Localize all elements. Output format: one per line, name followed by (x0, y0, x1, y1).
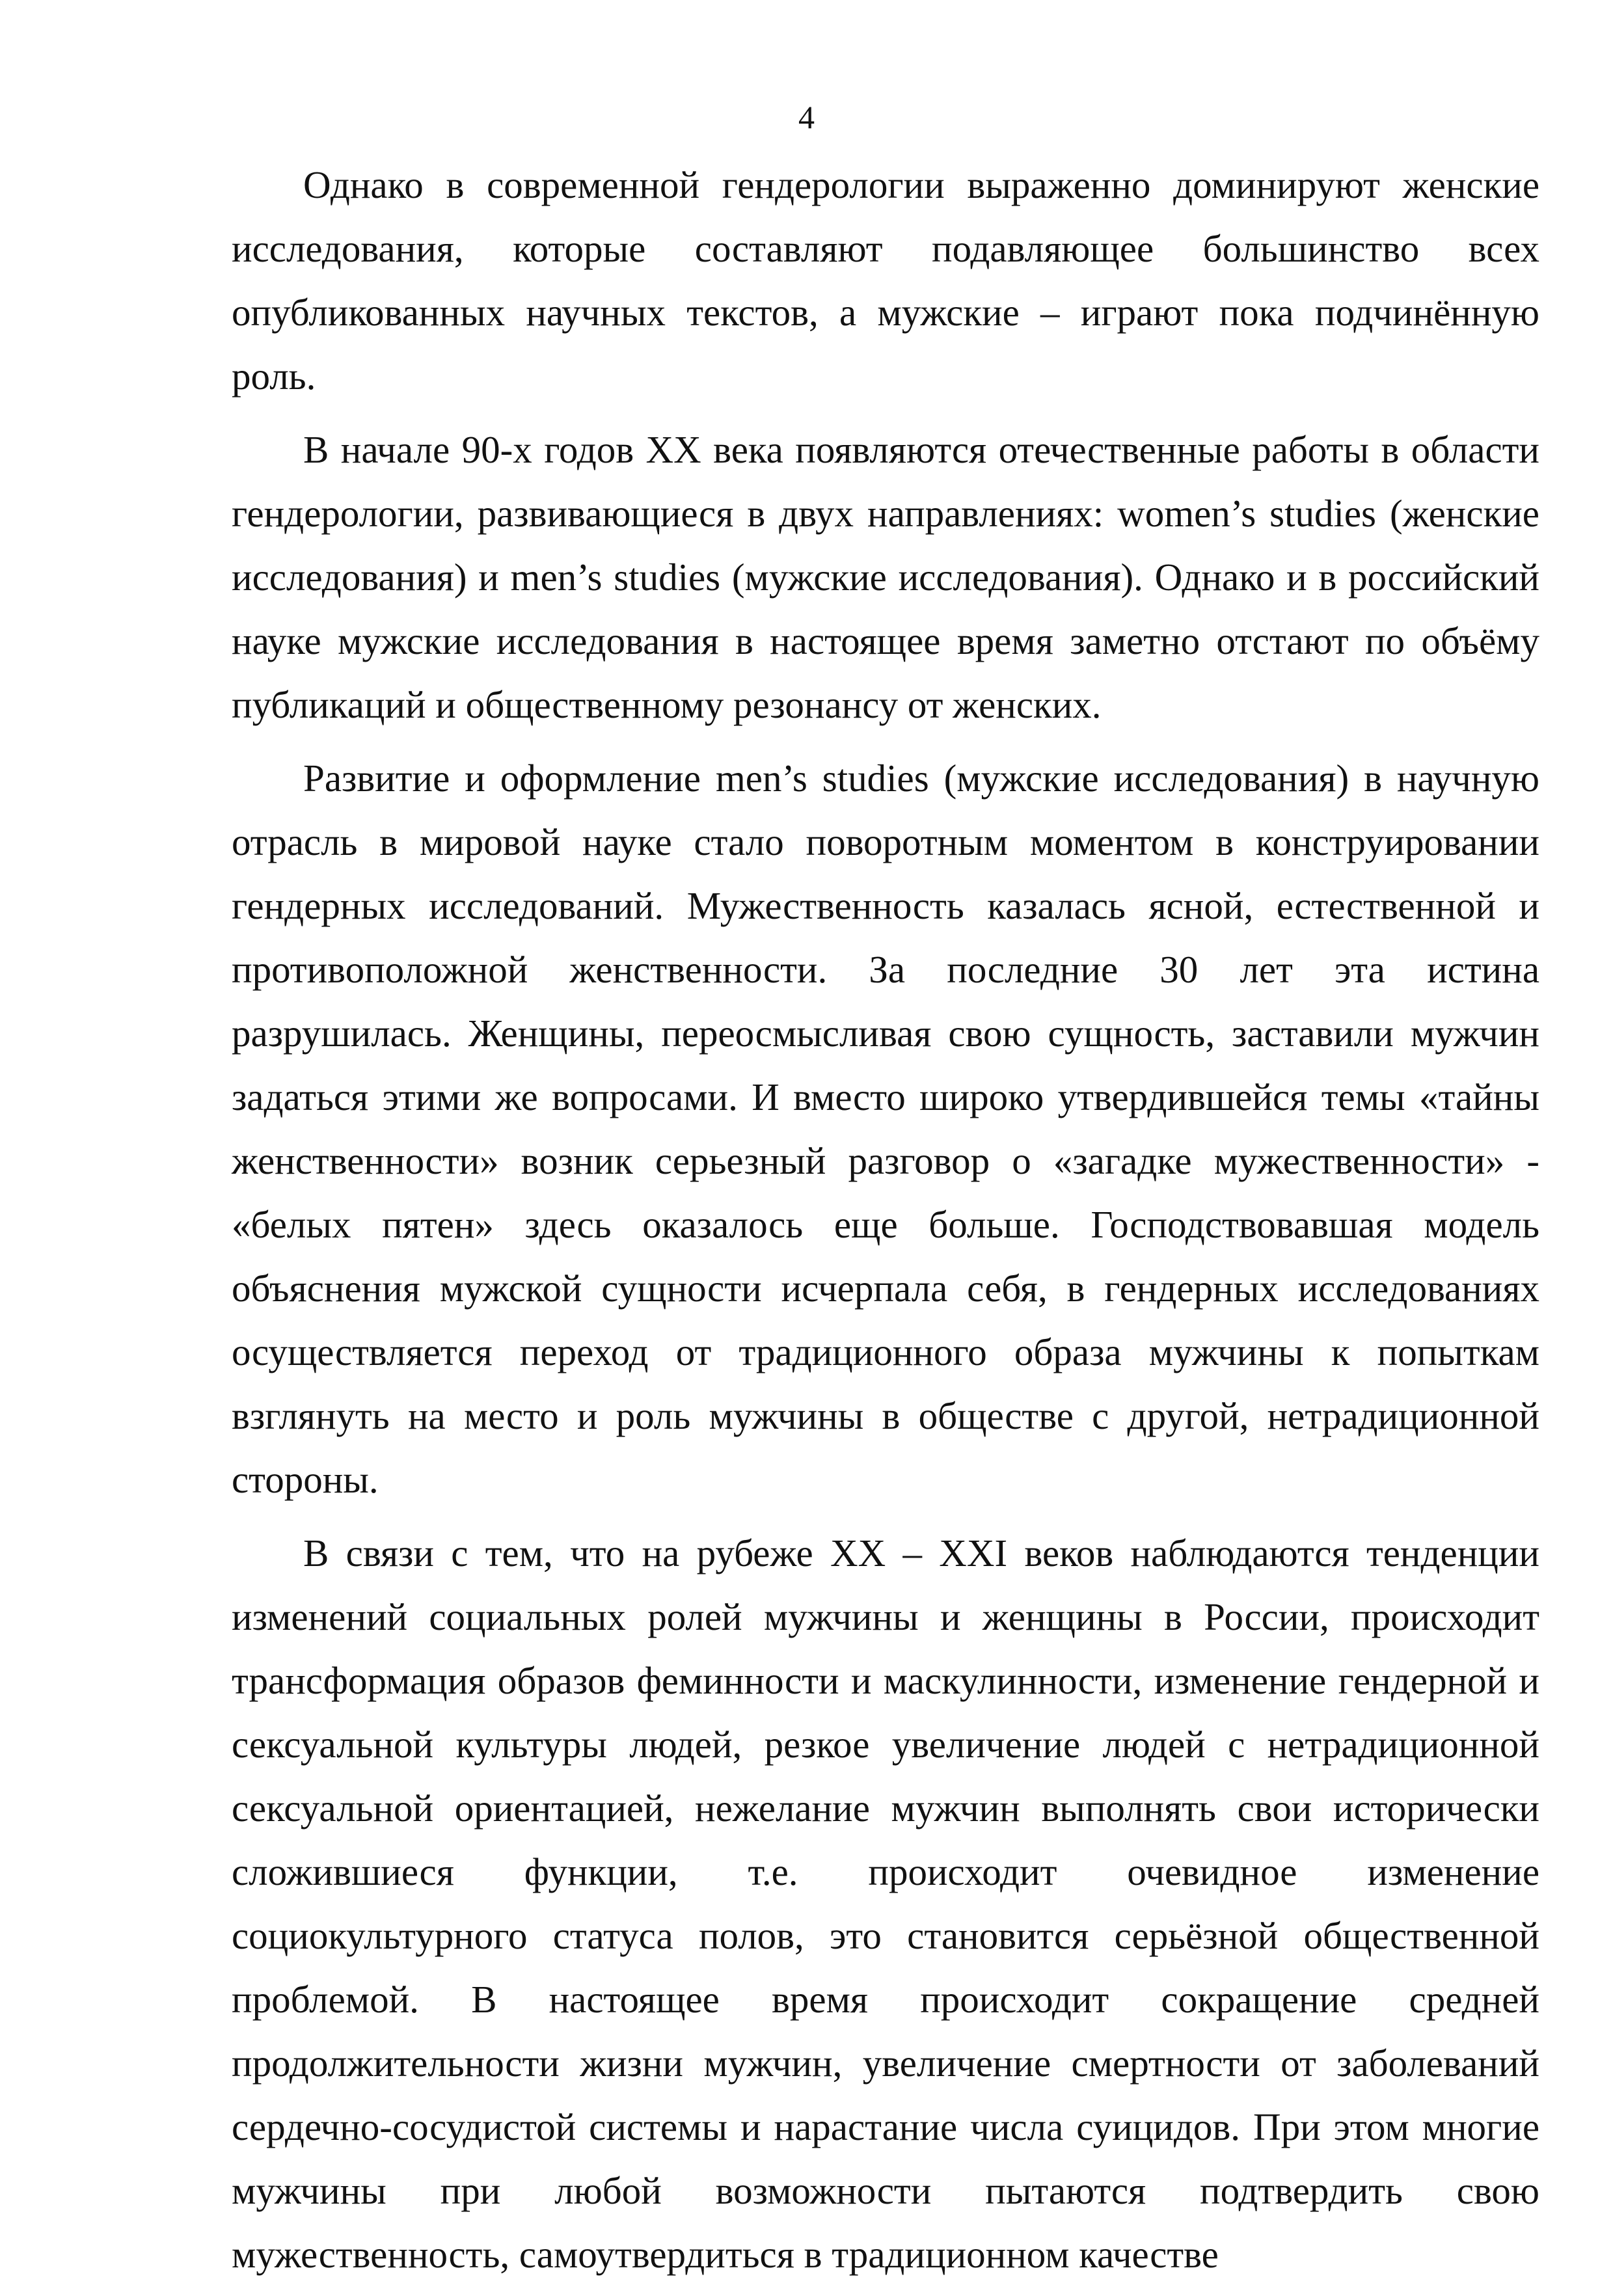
paragraph: В начале 90-х годов XX века появляются отечественные работы в области гендерологии, развивающиеся в двух направлениях: women’s studies (женские исследования) и men’s studies (мужские исследования). Однако и в российский науке мужские исследования в настоящее время заметно отстают по объёму публикаций и общественному резонансу от женских. (232, 428, 1539, 726)
paragraph: Развитие и оформление men’s studies (мужские исследования) в научную отрасль в мировой науке стало поворотным моментом в конструировании гендерных исследований. Мужественность казалась ясной, естественной и противоположной женственности. За последние 30 лет эта истина разрушилась. Женщины, переосмысливая свою сущность, заставили мужчин задаться этими же вопросами. И вместо широко утвердившейся темы «тайны женственности» возник серьезный разговор о «загадке мужественности» - «белых пятен» здесь оказалось еще больше. Господствовавшая модель объяснения мужской сущности исчерпала себя, в гендерных исследованиях осуществляется переход от традиционного образа мужчины к попыткам взглянуть на место и роль мужчины в обществе с другой, нетрадиционной стороны. (232, 757, 1539, 1501)
body-text (232, 153, 1539, 2296)
paragraph: Однако в современной гендерологии выраженно доминируют женские исследования, которые составляют подавляющее большинство всех опубликованных научных текстов, а мужские – играют пока подчинённую роль. (232, 163, 1539, 398)
page-number: 4 (798, 99, 815, 135)
paragraph: В связи с тем, что на рубеже XX – XXI веков наблюдаются тенденции изменений социальных ролей мужчины и женщины в России, происходит трансформация образов феминности и маскулинности, изменение гендерной и сексуальной культуры людей, резкое увеличение людей с нетрадиционной сексуальной ориентацией, нежелание мужчин выполнять свои исторически сложившиеся функции, т.е. происходит очевидное изменение социокультурного статуса полов, это становится серьёзной общественной проблемой. В настоящее время происходит сокращение средней продолжительности жизни мужчин, увеличение смертности от заболеваний сердечно-сосудистой системы и нарастание числа суицидов. При этом многие мужчины при любой возможности пытаются подтвердить свою мужественность, самоутвердиться в традиционном качестве (232, 1532, 1539, 2276)
